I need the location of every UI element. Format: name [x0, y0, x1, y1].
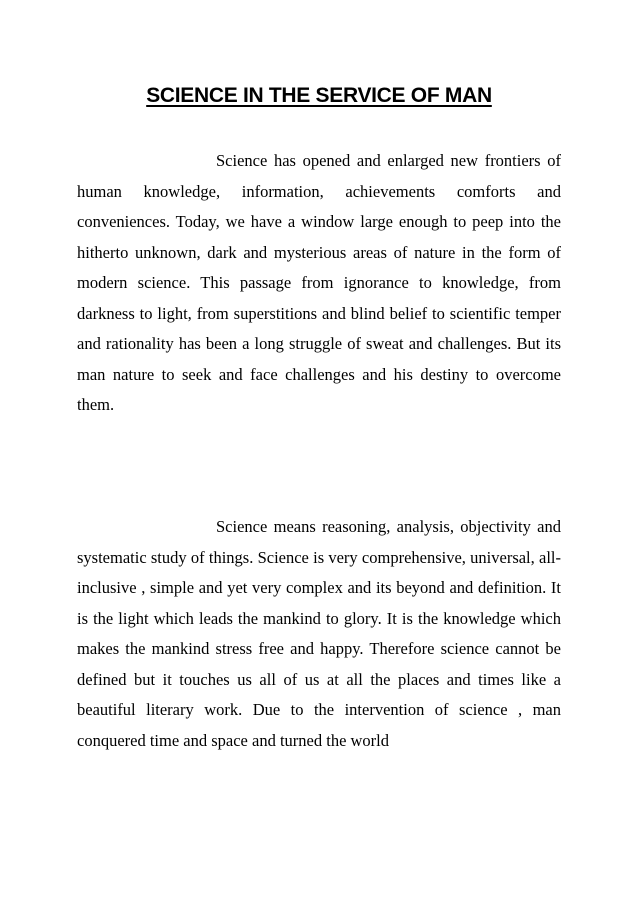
- paragraph-1: Science has opened and enlarged new frontiers of human knowledge, information, achievements comforts and conveniences. Today, we have a window large enough to peep into the hitherto unknown, dark and mysterious areas of nature in the form of modern science. This passage from ignorance to knowledge, from darkness to light, from superstitions and blind belief to scientific temper and rationality has been a long struggle of sweat and challenges. But its man nature to seek and face challenges and his destiny to overcome them.: [77, 151, 561, 414]
- document-title: [0, 84, 638, 108]
- document-title-text: SCIENCE IN THE SERVICE OF MAN: [146, 84, 492, 107]
- paragraph-2: Science means reasoning, analysis, objectivity and systematic study of things. Science is very comprehensive, universal, all-inclusive , simple and yet very complex and its beyond and definition. It is the light which leads the mankind to glory. It is the knowledge which makes the mankind stress free and happy. Therefore science cannot be defined but it touches us all of us at all the places and times like a beautiful literary work. Due to the intervention of science , man conquered time and space and turned the world: [77, 517, 561, 750]
